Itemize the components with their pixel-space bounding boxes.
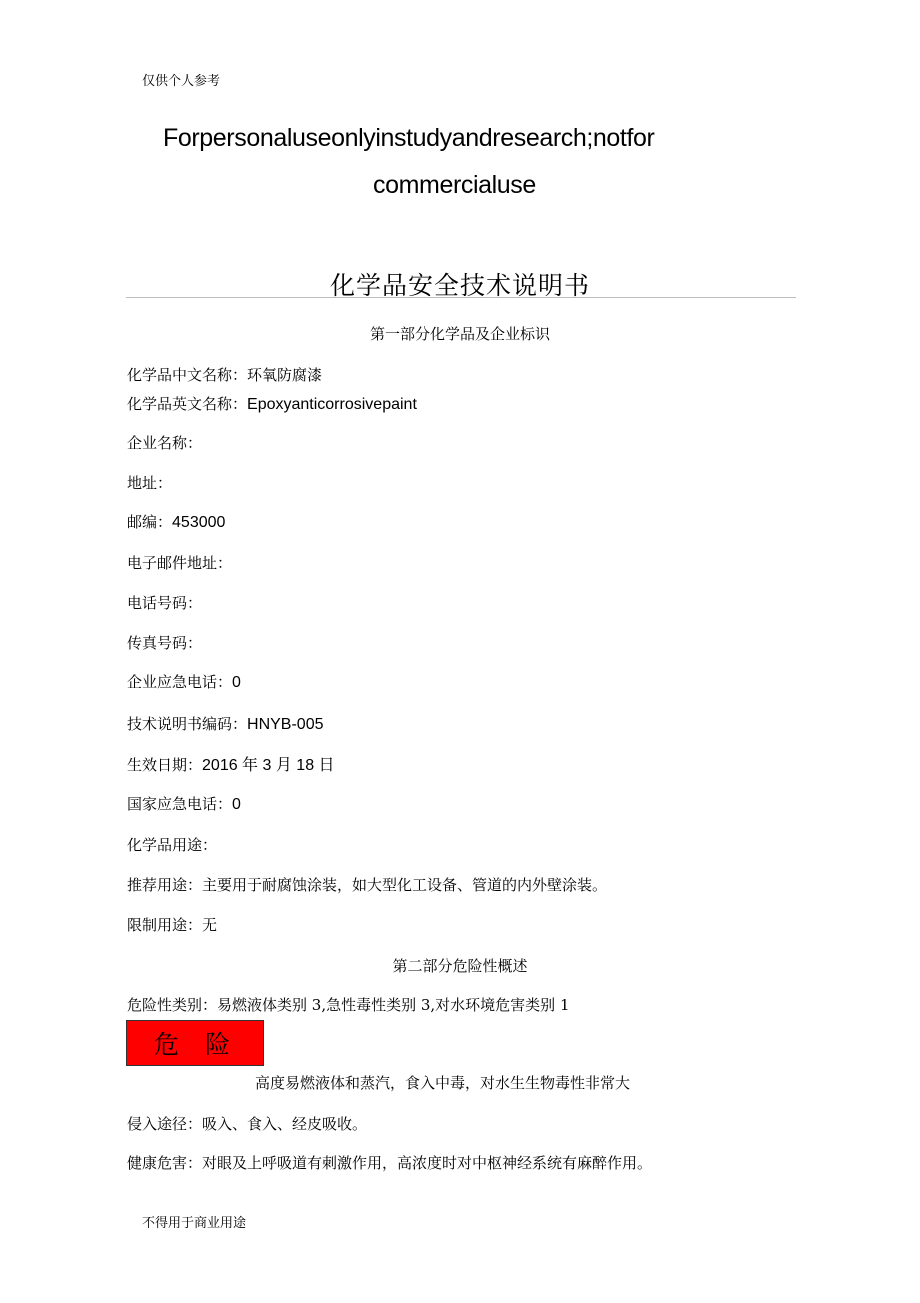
field-value: 无 (202, 916, 218, 934)
footer-note: 不得用于商业用途 (142, 1216, 247, 1231)
field-value: 易燃液体类别 3,急性毒性类别 3,对水环境危害类别 1 (217, 996, 570, 1014)
field-restricted-use (127, 914, 217, 935)
signal-word: 危险 (153, 1030, 256, 1059)
field-value: Epoxyanticorrosivepaint (247, 396, 417, 413)
field-chinese-name (127, 364, 322, 385)
field-hazard-class (127, 994, 570, 1015)
field-company-emergency-phone (127, 671, 241, 692)
english-notice-line2: commercialuse (373, 171, 536, 199)
field-fax (127, 632, 202, 653)
field-postcode (127, 511, 225, 532)
field-effective-date (127, 752, 335, 775)
field-label: 危险性类别： (127, 996, 218, 1014)
field-label: 企业名称： (127, 434, 203, 452)
field-value: 环氧防腐漆 (247, 366, 323, 384)
field-label: 地址： (127, 474, 173, 492)
field-value: 主要用于耐腐蚀涂装，如大型化工设备、管道的内外壁涂装。 (202, 876, 608, 894)
field-label: 技术说明书编码： (127, 715, 248, 733)
english-notice-line1: Forpersonaluseonlyinstudyandresearch;notfor (163, 124, 655, 152)
header-note: 仅供个人参考 (142, 74, 221, 89)
field-label: 电子邮件地址： (127, 554, 233, 572)
field-health-hazard (127, 1152, 652, 1173)
field-label: 限制用途： (127, 916, 203, 934)
field-label: 推荐用途： (127, 876, 203, 894)
field-value: 0 (232, 674, 241, 691)
field-label: 化学品英文名称： (127, 395, 248, 413)
field-address (127, 472, 172, 493)
document-title: 化学品安全技术说明书 (329, 271, 590, 300)
field-value: 对眼及上呼吸道有刺激作用，高浓度时对中枢神经系统有麻醉作用。 (202, 1154, 653, 1172)
hazard-statement: 高度易燃液体和蒸汽，食入中毒，对水生生物毒性非常大 (255, 1074, 631, 1092)
field-label: 化学品中文名称： (127, 366, 248, 384)
field-sds-code (127, 713, 324, 734)
field-email (127, 552, 232, 573)
field-phone (127, 592, 202, 613)
field-value: 0 (232, 796, 241, 813)
field-company-name (127, 432, 202, 453)
signal-word-box (126, 1020, 264, 1066)
field-national-emergency-phone (127, 793, 241, 814)
field-label: 企业应急电话： (127, 673, 233, 691)
field-label: 健康危害： (127, 1154, 203, 1172)
field-value: 453000 (172, 514, 226, 531)
field-value: HNYB-005 (247, 716, 324, 733)
title-divider (126, 297, 796, 298)
field-recommended-use (127, 874, 607, 895)
section2-heading: 第二部分危险性概述 (392, 957, 528, 975)
field-value: 2016 年 3 月 18 日 (202, 757, 335, 774)
section1-heading: 第一部分化学品及企业标识 (369, 325, 550, 343)
field-exposure-routes (127, 1113, 367, 1134)
field-label: 化学品用途： (127, 836, 218, 854)
field-label: 邮编： (127, 513, 173, 531)
field-label: 侵入途径： (127, 1115, 203, 1133)
field-value: 吸入、食入、经皮吸收。 (202, 1115, 368, 1133)
field-chemical-use (127, 834, 217, 855)
field-label: 电话号码： (127, 594, 203, 612)
field-label: 国家应急电话： (127, 795, 233, 813)
field-label: 传真号码： (127, 634, 203, 652)
field-english-name (127, 393, 417, 414)
field-label: 生效日期： (127, 756, 203, 774)
